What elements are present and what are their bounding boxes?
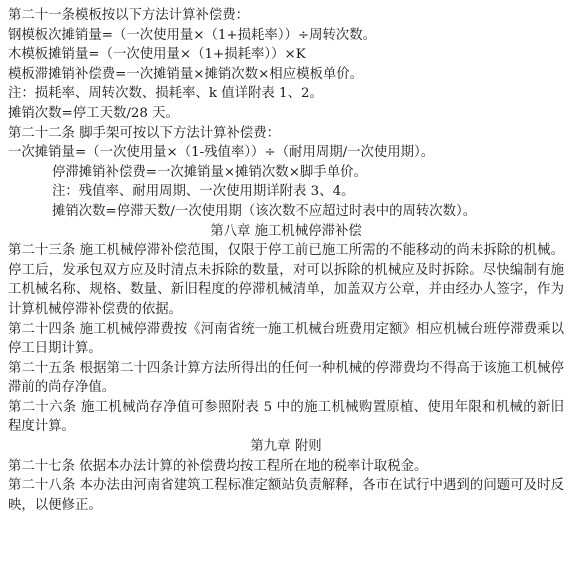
scaffold-amortization-count: 摊销次数=停滞天数/一次使用期（该次数不应超过时表中的周转次数）。 bbox=[52, 203, 477, 219]
formwork-note: 注：损耗率、周转次数、损耗率、k 值详附表 1、2。 bbox=[8, 86, 323, 102]
chapter-8-title: 第八章 施工机械停滞补偿 bbox=[210, 223, 362, 239]
article-24: 第二十四条 施工机械停滞费按《河南省统一施工机械台班费用定额》相应机械台班停滞费乘以停工日期计算。 bbox=[8, 321, 564, 357]
article-21-heading: 第二十一条模板按以下方法计算补偿费： bbox=[8, 8, 250, 23]
article-22-heading: 第二十二条 脚手架可按以下方法计算补偿费： bbox=[8, 125, 281, 141]
formwork-compensation-formula: 模板滞摊销补偿费=一次摊销量×摊销次数×相应模板单价。 bbox=[8, 66, 364, 82]
wood-formwork-formula: 木模板摊销量=（一次使用量×（1+损耗率））×K bbox=[8, 47, 306, 63]
article-28: 第二十八条 本办法由河南省建筑工程标准定额站负责解释，各市在试行中遇到的问题可及时反映，以便修正。 bbox=[8, 478, 564, 513]
scaffold-amortization-formula: 一次摊销量=（一次使用量×（1-残值率））÷（耐用周期/一次使用期）。 bbox=[8, 145, 435, 161]
article-26: 第二十六条 施工机械尚存净值可参照附表 5 中的施工机械购置原植、使用年限和机械的新旧程度计算。 bbox=[8, 399, 564, 435]
article-25: 第二十五条 根据第二十四条计算方法所得出的任何一种机械的停滞费均不得高于该施工机械停滞前的尚存净值。 bbox=[8, 360, 564, 396]
scaffold-compensation-formula: 停滞摊销补偿费=一次摊销量×摊销次数×脚手单价。 bbox=[52, 164, 367, 180]
formwork-amortization-count: 摊销次数=停工天数/28 天。 bbox=[8, 105, 179, 121]
article-27: 第二十七条 依据本办法计算的补偿费均按工程所在地的税率计取税金。 bbox=[8, 458, 428, 474]
steel-formwork-formula: 钢模板次摊销量=（一次使用量×（1+损耗率））÷周转次数。 bbox=[8, 27, 377, 43]
chapter-9-title: 第九章 附则 bbox=[250, 439, 322, 455]
scaffold-note: 注：残值率、耐用周期、一次使用期详附表 3、4。 bbox=[52, 184, 355, 200]
article-23: 第二十三条 施工机械停滞补偿范围，仅限于停工前已施工所需的不能移动的尚未拆除的机械。停工后，发承包双方应及时清点未拆除的数量，对可以拆除的机械应及时拆除。尽快编制有施工机械名称、规格、数量、新旧程度的停滞机械清单，加盖双方公章，并由经办人签字，作为计算机械停滞补偿费的依据。 bbox=[8, 243, 564, 317]
